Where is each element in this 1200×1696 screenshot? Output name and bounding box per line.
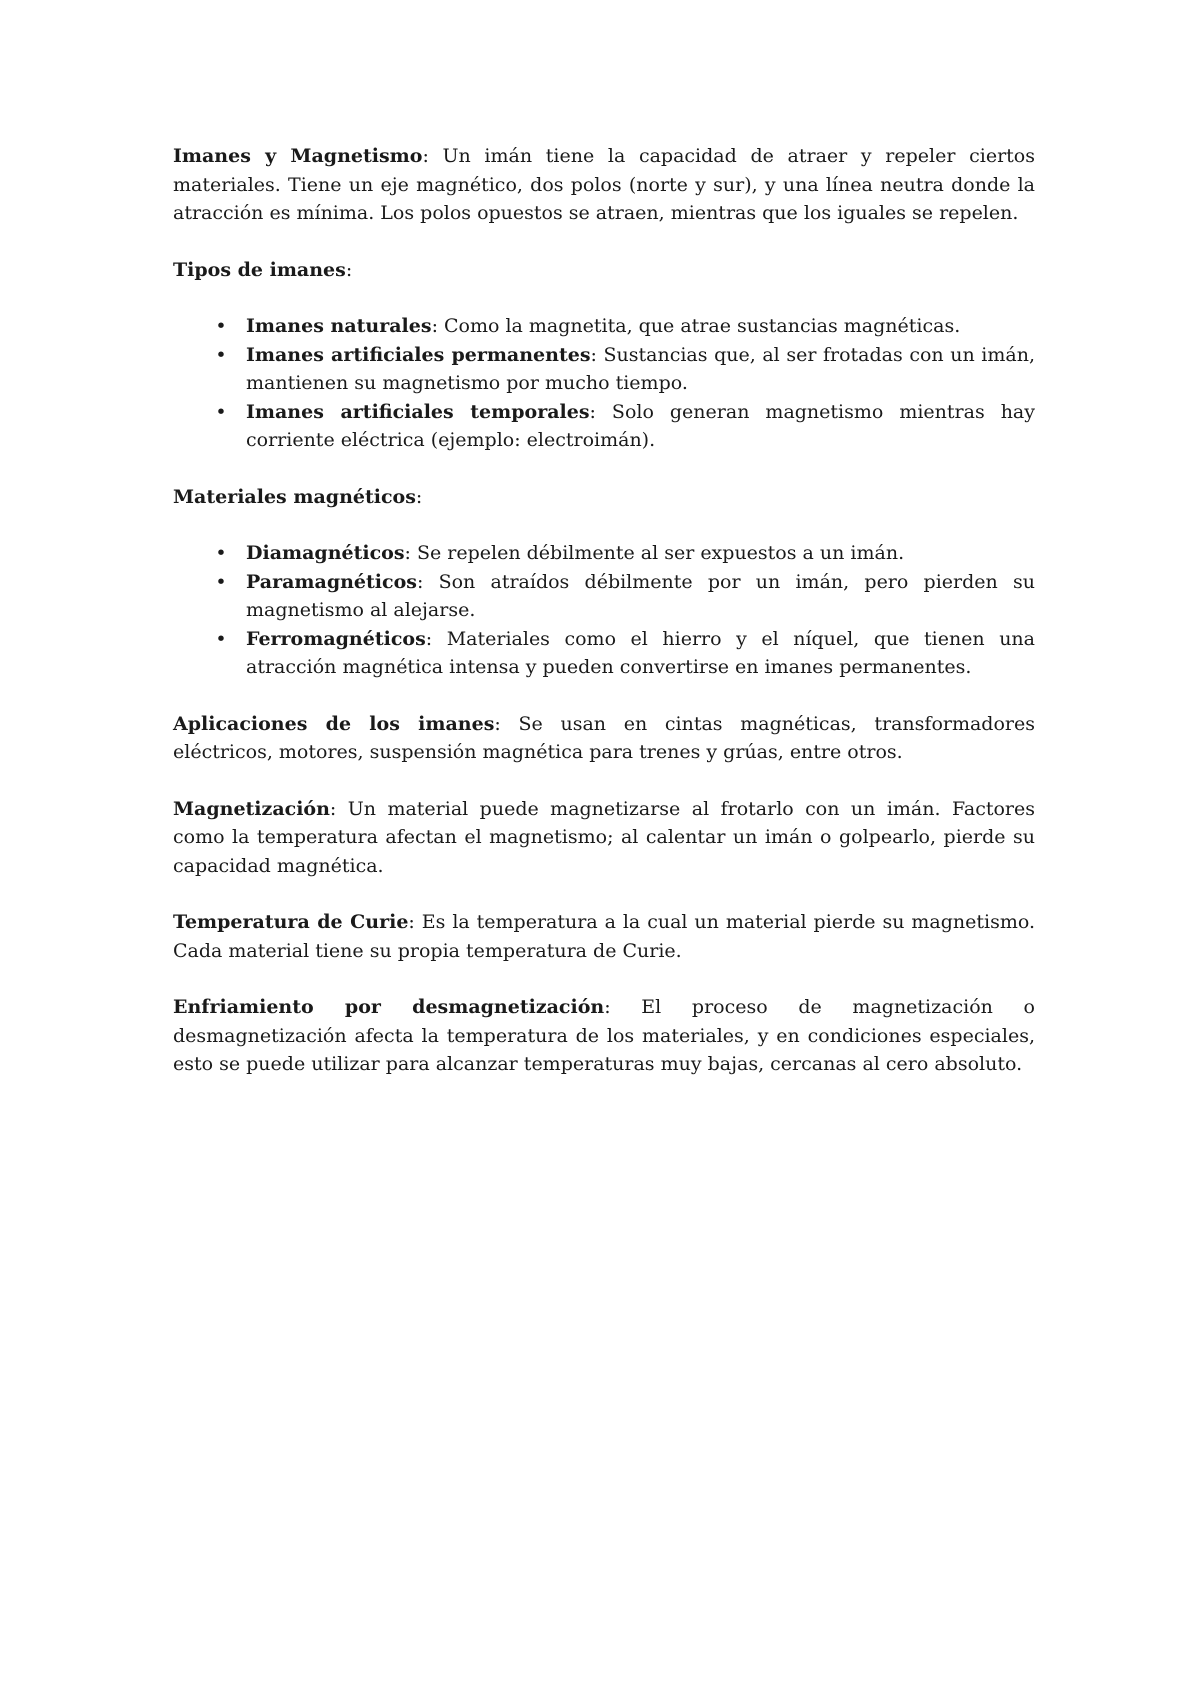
list-item (173, 568, 1035, 625)
term-curie: Temperatura de Curie (173, 911, 409, 933)
item-text: : Como la magnetita, que atrae sustancias magnéticas. (431, 315, 961, 337)
item-term: Imanes artificiales permanentes (246, 343, 591, 366)
text-magnetizacion: : Un material puede magnetizarse al frotarlo con un imán. Factores como la temperatura afectan el magnetismo; al calentar un imán o golpearlo, pierde su capacidad magnética. (173, 797, 1035, 877)
heading-tipos-colon: : (345, 258, 353, 281)
bullet-icon: • (215, 627, 227, 650)
heading-materiales-label: Materiales magnéticos (173, 485, 416, 508)
heading-materiales (173, 483, 1035, 512)
item-text: : Se repelen débilmente al ser expuestos a un imán. (404, 542, 905, 564)
text-enfriamiento: : El proceso de magnetización o desmagnetización afecta la temperatura de los materiales, y en condiciones especiales, esto se puede utilizar para alcanzar temperaturas muy bajas, cercanas al cero absoluto. (173, 996, 1035, 1075)
list-item (173, 539, 1035, 568)
item-term: Imanes artificiales temporales (246, 400, 590, 423)
bullet-icon: • (215, 315, 227, 337)
term-aplicaciones: Aplicaciones de los imanes (173, 712, 495, 735)
paragraph-imanes (173, 142, 1035, 228)
item-term: Ferromagnéticos (246, 627, 426, 650)
bullet-icon: • (215, 542, 227, 564)
list-item (173, 625, 1035, 682)
text-curie: : Es la temperatura a la cual un material pierde su magnetismo. Cada material tiene su propia temperatura de Curie. (173, 911, 1036, 962)
list-item (173, 341, 1035, 398)
term-enfriamiento: Enfriamiento por desmagnetización (173, 996, 605, 1018)
text-aplicaciones: : Se usan en cintas magnéticas, transformadores eléctricos, motores, suspensión magnética para trenes y grúas, entre otros. (173, 712, 1035, 763)
term-magnetizacion: Magnetización (173, 797, 330, 820)
list-item (173, 398, 1035, 455)
item-text: : Materiales como el hierro y el níquel, que tienen una atracción magnética intensa y pueden convertirse en imanes permanentes. (246, 627, 1035, 678)
heading-materiales-colon: : (415, 485, 423, 508)
term-imanes: Imanes y Magnetismo (173, 145, 423, 167)
item-term: Imanes naturales (246, 315, 432, 337)
item-text: : Sustancias que, al ser frotadas con un imán, mantienen su magnetismo por mucho tiempo. (246, 343, 1035, 394)
heading-tipos (173, 256, 1035, 285)
bullet-icon: • (215, 343, 227, 366)
paragraph-enfriamiento (173, 993, 1035, 1079)
item-term: Diamagnéticos (246, 542, 405, 564)
paragraph-aplicaciones (173, 710, 1035, 767)
bullet-icon: • (215, 400, 227, 423)
list-materiales (173, 539, 1035, 682)
document-body (173, 142, 1035, 1107)
paragraph-magnetizacion (173, 795, 1035, 881)
paragraph-curie (173, 908, 1035, 965)
list-tipos (173, 312, 1035, 455)
item-term: Paramagnéticos (246, 570, 417, 593)
item-text: : Son atraídos débilmente por un imán, pero pierden su magnetismo al alejarse. (246, 570, 1035, 621)
list-item (173, 312, 1035, 341)
text-imanes: : Un imán tiene la capacidad de atraer y repeler ciertos materiales. Tiene un eje magnético, dos polos (norte y sur), y una línea neutra donde la atracción es mínima. Los polos opuestos se atraen, mientras que los iguales se repelen. (173, 145, 1035, 224)
bullet-icon: • (215, 570, 227, 593)
item-text: : Solo generan magnetismo mientras hay corriente eléctrica (ejemplo: electroimán). (246, 400, 1035, 451)
heading-tipos-label: Tipos de imanes (173, 258, 346, 281)
